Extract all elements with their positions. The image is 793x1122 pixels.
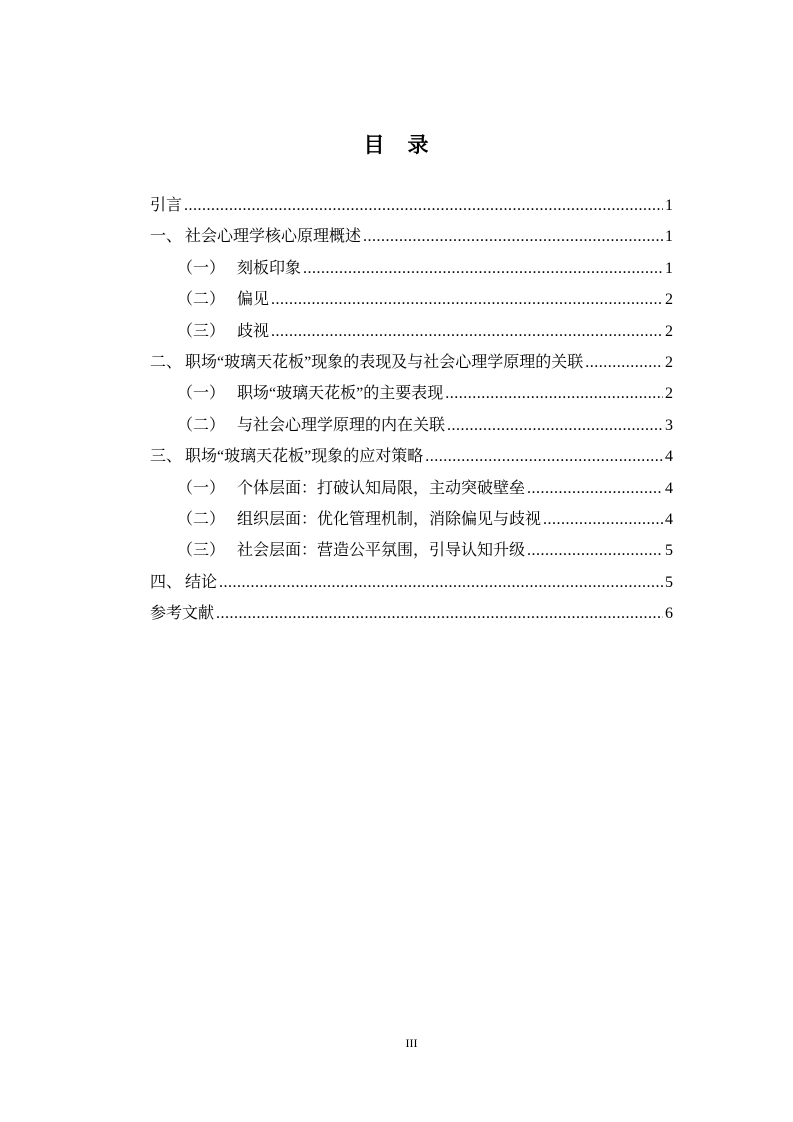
toc-page-number: 1 — [665, 259, 673, 277]
toc-entry-number: （二） — [177, 291, 226, 309]
toc-page-number: 4 — [665, 448, 673, 466]
table-of-contents — [150, 190, 673, 629]
toc-page-number: 5 — [665, 573, 673, 591]
toc-entry-number: （一） — [177, 479, 226, 497]
toc-entry-label: 参考文献 — [150, 605, 215, 623]
dot-leader — [525, 535, 663, 566]
toc-entry-section-1[interactable] — [150, 221, 673, 252]
toc-entry-number: 二、 — [150, 353, 183, 371]
toc-page-number: 6 — [665, 605, 673, 623]
toc-entry-number: （三） — [177, 542, 226, 560]
toc-entry-number: 三、 — [150, 448, 183, 466]
toc-entry-label: 个体层面：打破认知局限，主动突破壁垒 — [237, 479, 526, 497]
toc-entry-section-2[interactable] — [150, 347, 673, 378]
page-title: 目 录 — [363, 134, 430, 157]
toc-entry-number: （一） — [177, 385, 226, 403]
toc-entry-number: 一、 — [150, 228, 183, 246]
toc-entry-section-3-3[interactable] — [150, 535, 673, 566]
toc-page-number: 2 — [665, 385, 673, 403]
toc-entry-label: 职场“玻璃天花板”现象的应对策略 — [185, 448, 424, 466]
toc-page-number: 3 — [665, 416, 673, 434]
dot-leader — [301, 253, 663, 284]
dot-leader — [445, 410, 663, 441]
toc-entry-label: 职场“玻璃天花板”的主要表现 — [237, 385, 444, 403]
dot-leader — [217, 567, 663, 598]
toc-entry-label: 组织层面：优化管理机制，消除偏见与歧视 — [237, 510, 542, 528]
footer-page-number: III — [405, 1036, 418, 1050]
toc-page-number: 2 — [665, 322, 673, 340]
dot-leader — [525, 473, 663, 504]
toc-entry-label: 社会心理学核心原理概述 — [185, 228, 362, 246]
toc-entry-label: 结论 — [185, 573, 218, 591]
toc-entry-label: 歧视 — [237, 322, 270, 340]
dot-leader — [182, 190, 663, 221]
toc-entry-section-2-1[interactable] — [150, 378, 673, 409]
toc-entry-label: 社会层面：营造公平氛围，引导认知升级 — [237, 542, 526, 560]
toc-entry-section-3[interactable] — [150, 441, 673, 472]
toc-entry-number: （三） — [177, 322, 226, 340]
dot-leader — [269, 316, 663, 347]
toc-page-number: 2 — [665, 291, 673, 309]
toc-entry-section-1-2[interactable] — [150, 284, 673, 315]
toc-page-number: 4 — [665, 479, 673, 497]
dot-leader — [361, 221, 663, 252]
dot-leader — [269, 284, 663, 315]
toc-entry-section-1-1[interactable] — [150, 253, 673, 284]
toc-page-number: 1 — [665, 197, 673, 214]
toc-page-number: 1 — [665, 228, 673, 246]
dot-leader — [423, 441, 663, 472]
dot-leader — [443, 378, 663, 409]
toc-entry-section-4[interactable] — [150, 567, 673, 598]
toc-entry-number: （一） — [177, 259, 226, 277]
dot-leader — [214, 598, 663, 629]
toc-page-number: 5 — [665, 542, 673, 560]
toc-entry-number: （二） — [177, 510, 226, 528]
dot-leader — [541, 504, 663, 535]
toc-entry-label: 职场“玻璃天花板”现象的表现及与社会心理学原理的关联 — [185, 353, 584, 371]
toc-page-number: 4 — [665, 510, 673, 528]
toc-entry-section-2-2[interactable] — [150, 410, 673, 441]
toc-page-number: 2 — [665, 353, 673, 371]
toc-entry-section-1-3[interactable] — [150, 316, 673, 347]
toc-entry-section-3-2[interactable] — [150, 504, 673, 535]
toc-entry-section-3-1[interactable] — [150, 473, 673, 504]
toc-entry-intro[interactable] — [150, 190, 673, 221]
dot-leader — [583, 347, 663, 378]
toc-entry-label: 刻板印象 — [237, 259, 302, 277]
toc-entry-label: 引言 — [150, 197, 183, 214]
toc-entry-label: 偏见 — [237, 291, 270, 309]
toc-entry-label: 与社会心理学原理的内在关联 — [237, 416, 446, 434]
toc-entry-number: （二） — [177, 416, 226, 434]
toc-entry-number: 四、 — [150, 573, 183, 591]
toc-entry-references[interactable] — [150, 598, 673, 629]
